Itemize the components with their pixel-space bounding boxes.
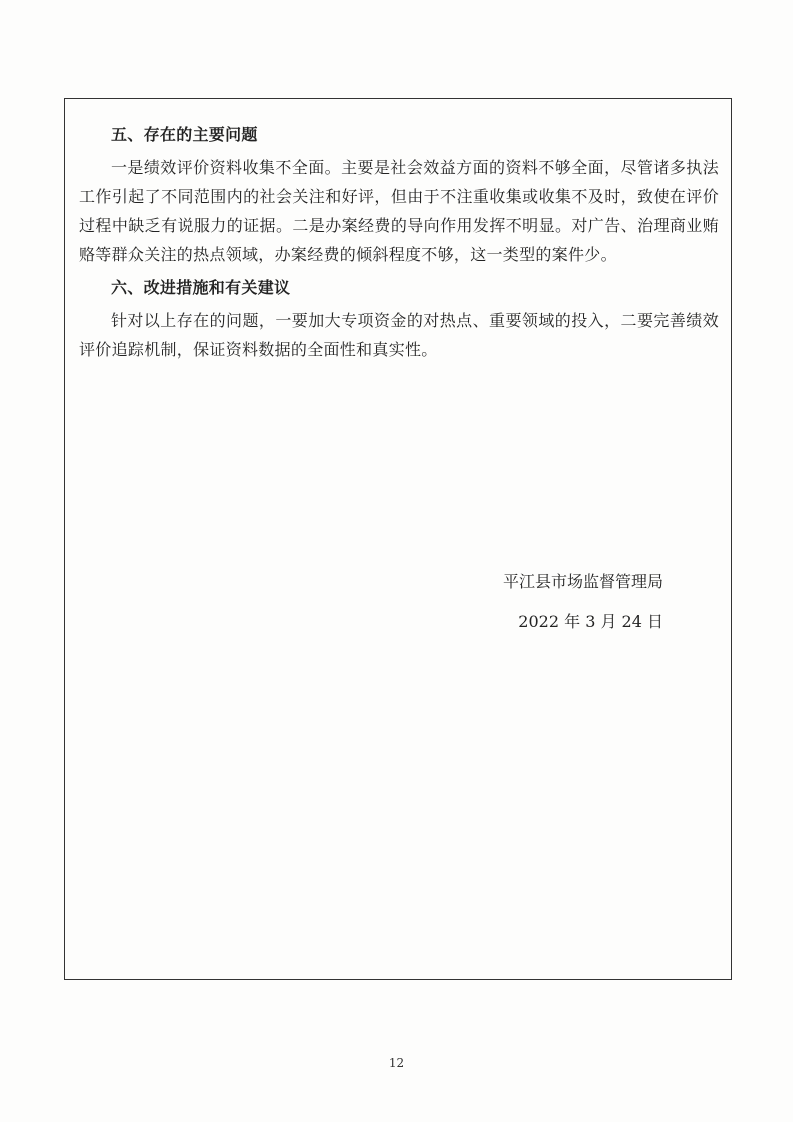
section-5-heading: 五、存在的主要问题 bbox=[111, 125, 258, 144]
document-body bbox=[79, 120, 719, 368]
section-5-paragraph: 一是绩效评价资料收集不全面。主要是社会效益方面的资料不够全面，尽管诸多执法工作引起了不同范围内的社会关注和好评，但由于不注重收集或收集不及时，致使在评价过程中缺乏有说服力的证据。二是办案经费的导向作用发挥不明显。对广告、治理商业贿赂等群众关注的热点领域，办案经费的倾斜程度不够，这一类型的案件少。 bbox=[79, 158, 719, 264]
section-6-paragraph: 针对以上存在的问题，一要加大专项资金的对热点、重要领域的投入，二要完善绩效评价追踪机制，保证资料数据的全面性和真实性。 bbox=[79, 311, 719, 359]
section-6-heading: 六、改进措施和有关建议 bbox=[111, 278, 291, 297]
signature-organization: 平江县市场监督管理局 bbox=[502, 572, 663, 591]
page-number: 12 bbox=[388, 1056, 405, 1070]
signature-date: 2022 年 3 月 24 日 bbox=[518, 612, 663, 631]
signature-block bbox=[503, 562, 663, 642]
